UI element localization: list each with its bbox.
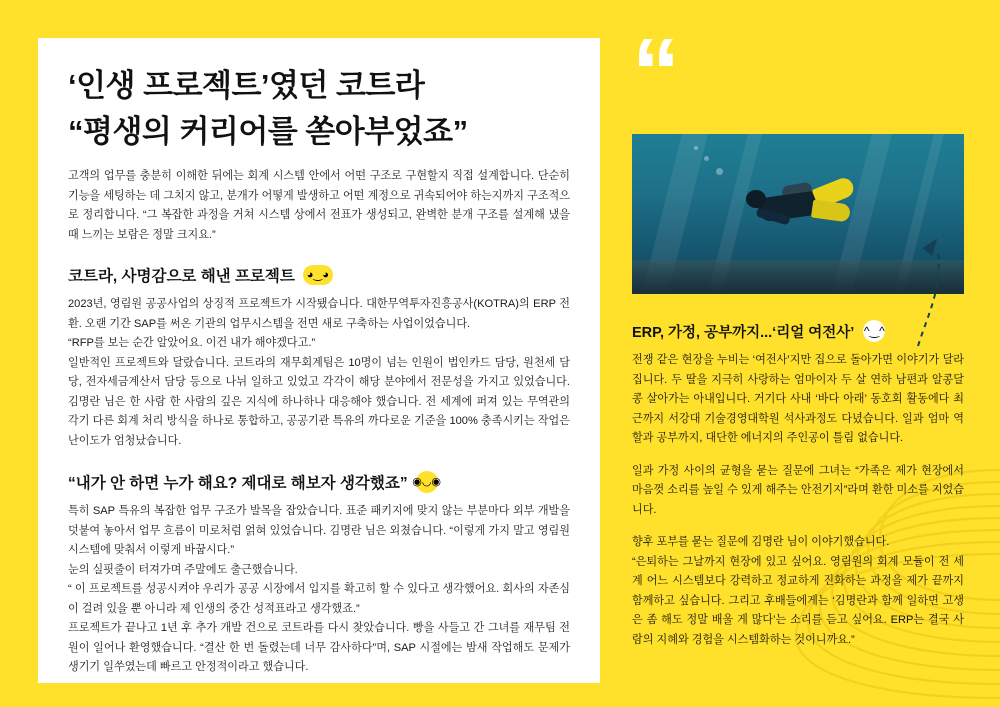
sunglasses-face-emoji-icon: ◉◡◉: [416, 471, 438, 493]
right-paragraph-3: 향후 포부를 묻는 질문에 김명란 님이 이야기했습니다.: [632, 536, 890, 548]
section-heading-row-2: [68, 471, 570, 493]
section-heading-1: 코트라, 사명감으로 해낸 프로젝트: [68, 268, 295, 285]
right-paragraph-1: 전쟁 같은 현장을 누비는 ‘여전사’지만 집으로 돌아가면 이야기가 달라집니다. 두 딸을 지극히 사랑하는 엄마이자 두 살 연하 남편과 알콩달콩 살아가는 아내입니다. 거기다 사내 ‘바다 아래’ 동호회 활동에다 최근까지 서강대 기술경영대학원 석사과정도 다녔습니다. 일과 엄마 역할과 공부까지, 대단한 에너지의 주인공이 틀림 없습니다.: [632, 354, 964, 444]
decorative-quote-mark: “: [632, 19, 676, 126]
smiling-face-emoji-icon: ◕‿◕: [303, 265, 333, 285]
section2-paragraph-4: 프로젝트가 끝나고 1년 후 추가 개발 건으로 코트라를 다시 찾았습니다. 빵을 사들고 간 그녀를 재무팀 전원이 일어나 환영했습니다. “결산 한 번 돌렸는데 너무 감사하다”며, SAP 시절에는 밤새 작업해도 문제가 생기기 일쑤였는데 빠르고 안정적이라고 했습니다.: [68, 622, 570, 673]
section2-paragraph-2: 눈의 실핏줄이 터져가며 주말에도 출근했습니다.: [68, 563, 298, 576]
headline-line-1: ‘인생 프로젝트’였던 코트라: [68, 68, 425, 103]
article-card: [38, 38, 600, 683]
headline-line-2: “평생의 커리어를 쏟아부었죠”: [68, 114, 468, 149]
intro-paragraph: 고객의 업무를 충분히 이해한 뒤에는 회계 시스템 안에서 어떤 구조로 구현할지 직접 설계합니다. 단순히 기능을 세팅하는 데 그치지 않고, 분개가 어떻게 발생하고 어떤 계정으로 귀속되어야 하는지까지 구조적으로 정리합니다. “그 복잡한 과정을 거쳐 시스템 상에서 전표가 생성되고, 완벽한 분개 구조를 설계해 냈을 때 느끼는 보람은 정말 크지요.”: [68, 170, 570, 241]
section-heading-row-1: [68, 264, 570, 286]
section1-paragraph-2: “RFP를 보는 순간 알았어요. 이건 내가 해야겠다고.”: [68, 337, 316, 349]
curved-arrow-icon: [898, 234, 958, 354]
section1-paragraph-3: 일반적인 프로젝트와 달랐습니다. 코트라의 재무회계팀은 10명이 넘는 인원이 법인카드 담당, 원천세 담당, 전자세금계산서 담당 등으로 나뉘 일하고 있었고 각각이 해당 분야에서 전문성을 가지고 있었습니다. 김명란 님은 한 사람 한 사람의 깊은 지식에 하나하나 대응해야 했습니다. 전 세계에 퍼져 있는 무역관의 각기 다른 회계 처리 방식을 하나로 통합하고, 공공기관 특유의 까다로운 기준을 100% 충족시키는 작업은 난이도가 엄청났습니다.: [68, 356, 570, 447]
section-heading-2: “내가 안 하면 누가 해요? 제대로 해보자 생각했죠”: [68, 475, 408, 492]
right-paragraph-4: “은퇴하는 그날까지 현장에 있고 싶어요. 영림원의 회계 모듈이 전 세계 어느 시스템보다 강력하고 정교하게 진화하는 과정을 제가 끝까지 함께하고 싶습니다. 그리고 후배들에게는 ‘김명란과 함께 일하면 고생은 좀 해도 정말 배울 게 많다’는 소리를 듣고 싶어요. ERP는 결국 사람의 지혜와 경험을 시스템화하는 것이니까요.”: [632, 555, 964, 646]
right-paragraph-2: 일과 가정 사이의 균형을 묻는 질문에 그녀는 “가족은 제가 현장에서 마음껏 소리를 높일 수 있게 해주는 안전기지”라며 환한 미소를 지었습니다.: [632, 464, 964, 516]
right-column: [632, 19, 964, 683]
section2-paragraph-1: 특히 SAP 특유의 복잡한 업무 구조가 발목을 잡았습니다. 표준 패키지에 맞지 않는 부분마다 외부 개발을 덧붙여 놓아서 업무 흐름이 미로처럼 얽혀 있었습니다. 김명란 님은 외쳤습니다. “이렇게 가지 말고 영림원 시스템에 맞춰서 이렇게 바꿉시다.”: [68, 505, 570, 556]
section1-paragraph-1: 2023년, 영림원 공공사업의 상징적 프로젝트가 시작됐습니다. 대한무역투자진흥공사(KOTRA)의 ERP 전환. 오랜 기간 SAP를 써온 기관의 업무시스템을 전면 새로 구축하는 사업이었습니다.: [68, 298, 570, 330]
right-heading: ERP, 가정, 공부까지...‘리얼 여전사’: [632, 324, 855, 341]
section2-paragraph-3: “ 이 프로젝트를 성공시켜야 우리가 공공 시장에서 입지를 확고히 할 수 있다고 생각했어요. 회사의 자존심이 걸려 있을 뿐 아니라 제 인생의 중간 성적표라고 생각했죠.”: [68, 583, 570, 615]
page-title: [68, 64, 570, 154]
diver-figure: [740, 174, 860, 246]
winking-face-emoji-icon: ^‿^: [863, 320, 885, 342]
